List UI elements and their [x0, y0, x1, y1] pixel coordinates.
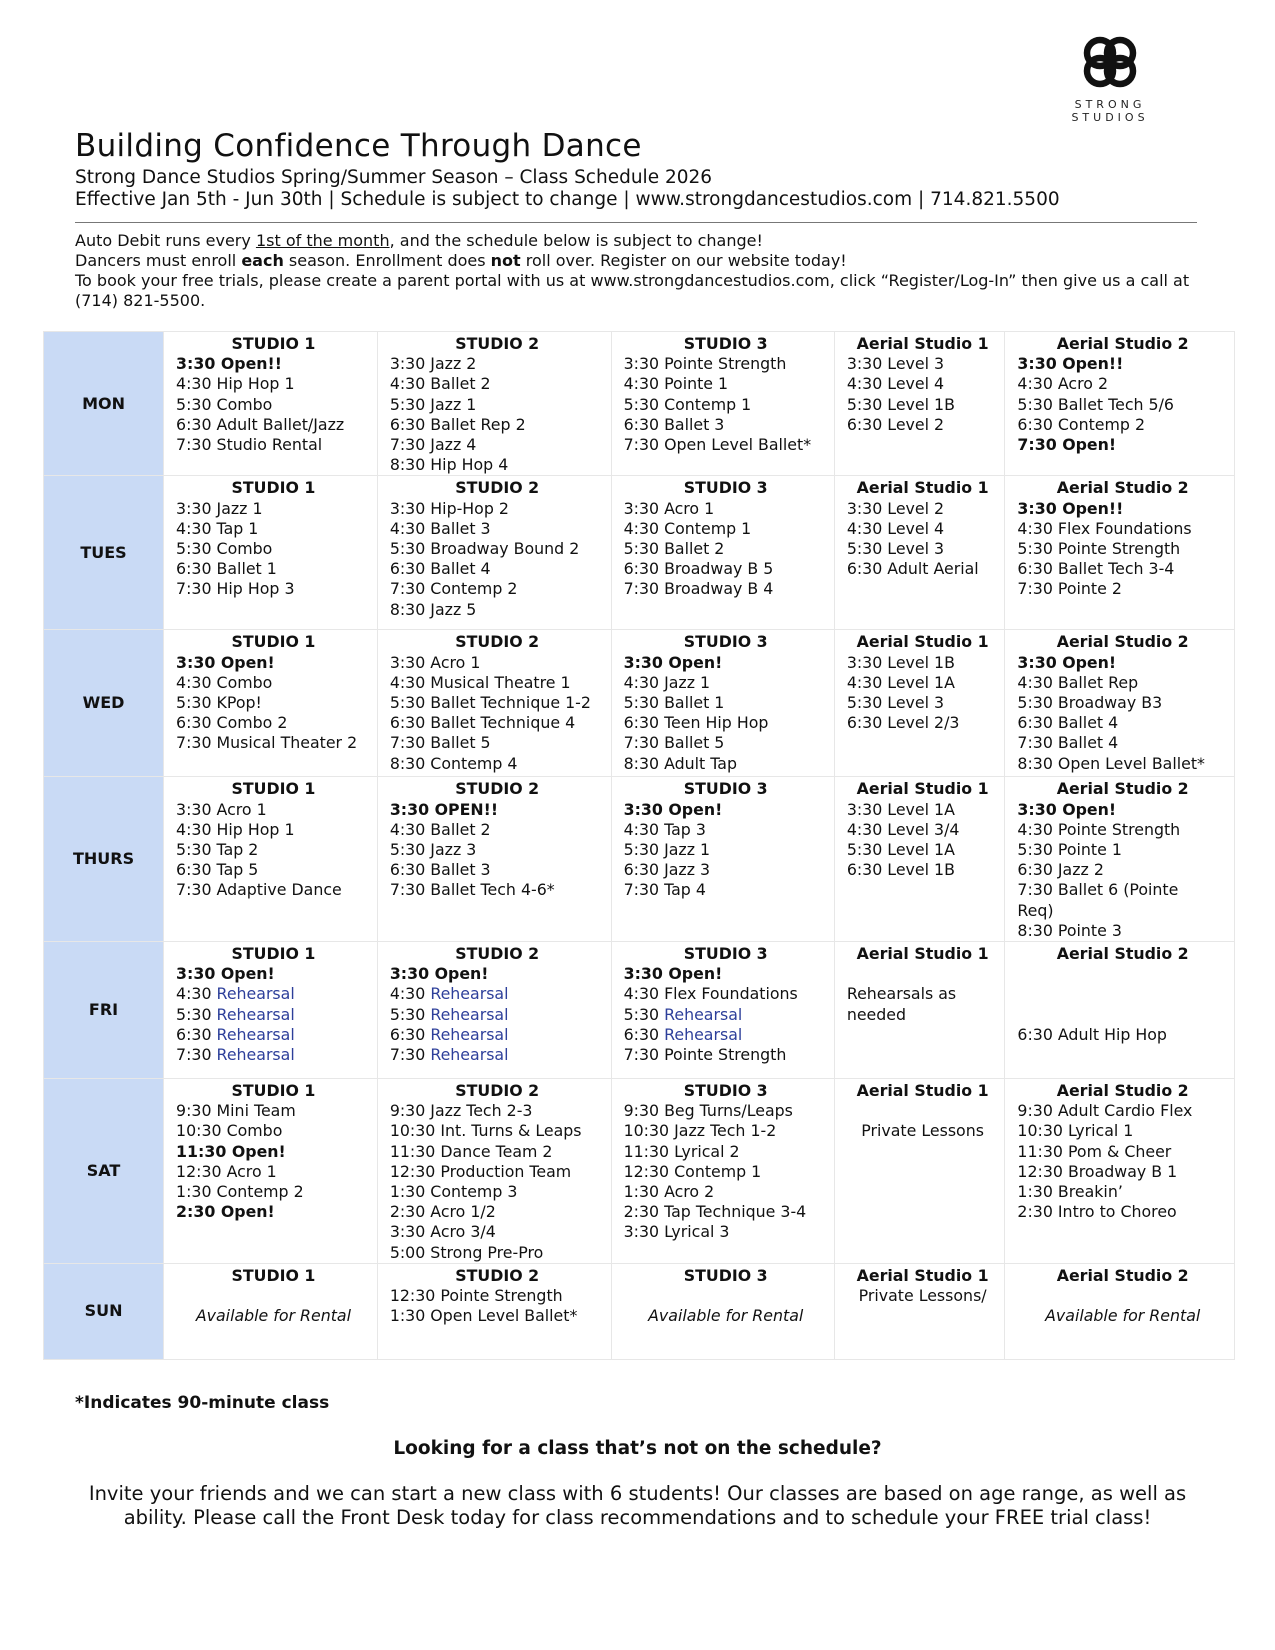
class-entry: 3:30 Open!: [623, 652, 723, 672]
class-entry: 5:00 Strong Pre-Pro: [389, 1242, 544, 1262]
schedule-cell: [377, 777, 611, 942]
schedule-row-wed: [44, 630, 1235, 777]
class-entry: 6:30 Ballet Technique 4: [389, 713, 576, 733]
class-entry: 5:30 Ballet Technique 1-2: [389, 693, 591, 713]
schedule-row-sun: [44, 1263, 1235, 1359]
rehearsal-label: Rehearsal: [430, 984, 509, 1004]
class-entry: 4:30 Flex Foundations: [1017, 518, 1192, 538]
studio-header: STUDIO 1: [231, 779, 316, 799]
class-entry: 3:30 Open!: [1017, 799, 1117, 819]
schedule-cell: [164, 476, 378, 630]
studio-header: Aerial Studio 2: [1056, 478, 1189, 498]
studio-header: STUDIO 1: [231, 944, 316, 964]
class-entry: 5:30 KPop!: [176, 693, 262, 713]
class-entry: 6:30 Ballet 3: [623, 414, 725, 434]
studio-header: Aerial Studio 1: [856, 1265, 989, 1285]
notes-block: [75, 231, 1205, 311]
class-entry: 3:30 Open!: [623, 964, 723, 984]
class-entry: 2:30 Acro 1/2: [389, 1202, 496, 1222]
class-entry: 7:30 Broadway B 4: [623, 579, 774, 599]
class-entry: 12:30 Contemp 1: [623, 1161, 762, 1181]
class-entry: 3:30 Acro 1: [176, 799, 267, 819]
class-entry: 5:30 Broadway Bound 2: [389, 539, 580, 559]
class-entry: 4:30 Tap 3: [623, 819, 706, 839]
class-entry: 5:30 Ballet 1: [623, 693, 725, 713]
cta-title: Looking for a class that’s not on the schedule?: [393, 1438, 882, 1459]
class-entry: 3:30 Acro 1: [389, 652, 481, 672]
class-entry: 3:30 Acro 1: [623, 498, 715, 518]
class-entry: 10:30 Combo: [176, 1121, 283, 1141]
day-label: TUES: [44, 476, 164, 630]
class-entry: 3:30 Jazz 1: [176, 498, 263, 518]
class-entry: 4:30 Flex Foundations: [623, 984, 798, 1004]
effective-dates: Effective Jan 5th - Jun 30th | Schedule is subject to change | www.strongdancestudios.com | 714.821.5500: [75, 189, 1060, 210]
class-entry: 3:30 Open!!: [1017, 498, 1124, 518]
class-entry: 3:30 Jazz 2: [389, 354, 477, 374]
studio-header: STUDIO 2: [455, 632, 540, 652]
class-entry: 5:30 Rehearsal: [623, 1004, 743, 1024]
class-entry: 4:30 Combo: [176, 672, 273, 692]
class-entry: 4:30 Level 4: [846, 518, 945, 538]
class-entry: 4:30 Level 3/4: [846, 819, 960, 839]
day-label: SAT: [44, 1079, 164, 1264]
class-entry: 9:30 Mini Team: [176, 1101, 296, 1121]
divider: [75, 222, 1197, 223]
class-entry: 6:30 Combo 2: [176, 713, 288, 733]
class-entry: 6:30 Jazz 3: [623, 860, 711, 880]
class-entry: 5:30 Level 3: [846, 693, 945, 713]
schedule-cell: [377, 1079, 611, 1264]
rehearsal-label: Rehearsal: [430, 1004, 509, 1024]
class-entry: 3:30 Open!!: [176, 354, 282, 374]
class-entry: 7:30 Adaptive Dance: [176, 880, 342, 900]
class-entry: Req): [1017, 900, 1054, 920]
studio-header: STUDIO 2: [455, 478, 540, 498]
studio-header: STUDIO 1: [231, 478, 316, 498]
class-entry: 5:30 Ballet 2: [623, 539, 725, 559]
class-entry: 9:30 Beg Turns/Leaps: [623, 1101, 793, 1121]
schedule-cell: [164, 1263, 378, 1359]
schedule-cell: [377, 332, 611, 476]
class-entry: 7:30 Tap 4: [623, 880, 706, 900]
studio-header: STUDIO 1: [231, 334, 316, 353]
class-entry: 1:30 Contemp 3: [389, 1182, 518, 1202]
class-entry: 10:30 Int. Turns & Leaps: [389, 1121, 582, 1141]
class-entry: 4:30 Hip Hop 1: [176, 374, 295, 394]
class-entry: 4:30 Pointe Strength: [1017, 819, 1181, 839]
class-entry: 10:30 Lyrical 1: [1017, 1121, 1134, 1141]
schedule-cell: [377, 630, 611, 777]
class-entry: 6:30 Ballet Tech 3-4: [1017, 559, 1175, 579]
class-entry: 12:30 Broadway B 1: [1017, 1161, 1178, 1181]
rehearsal-label: Rehearsal: [216, 1004, 295, 1024]
class-entry: 5:30 Level 1B: [846, 394, 955, 414]
class-entry: 11:30 Lyrical 2: [623, 1141, 740, 1161]
class-entry: 4:30 Ballet Rep: [1017, 672, 1139, 692]
page-subtitle: Strong Dance Studios Spring/Summer Season – Class Schedule 2026: [75, 167, 713, 188]
class-entry: 1:30 Contemp 2: [176, 1182, 304, 1202]
studio-header: Aerial Studio 2: [1056, 632, 1189, 652]
rehearsal-label: Rehearsal: [664, 1024, 743, 1044]
class-entry: 6:30 Level 2/3: [846, 713, 960, 733]
class-entry: 7:30 Ballet Tech 4-6*: [389, 880, 555, 900]
class-entry: 3:30 Open!: [1017, 652, 1117, 672]
class-entry: 3:30 Level 1A: [846, 799, 955, 819]
studio-header: Aerial Studio 1: [856, 334, 989, 353]
studio-header: STUDIO 3: [683, 478, 768, 498]
studio-header: STUDIO 1: [231, 632, 316, 652]
schedule-row-sat: [44, 1079, 1235, 1264]
class-entry: 4:30 Hip Hop 1: [176, 819, 295, 839]
schedule-cell: [377, 1263, 611, 1359]
studio-header: STUDIO 3: [683, 944, 768, 964]
class-entry: 4:30 Acro 2: [1017, 374, 1108, 394]
class-entry: 5:30 Level 1A: [846, 840, 955, 860]
class-entry: 3:30 Level 1B: [846, 652, 955, 672]
schedule-cell: [611, 1263, 834, 1359]
schedule-cell: [834, 1263, 1005, 1359]
class-entry: 3:30 Open!: [176, 964, 275, 984]
class-entry: 5:30 Ballet Tech 5/6: [1017, 394, 1174, 414]
class-entry: 4:30 Ballet 2: [389, 819, 491, 839]
class-entry: needed: [846, 1004, 907, 1024]
schedule-cell: [834, 332, 1005, 476]
class-entry: 8:30 Contemp 4: [389, 753, 518, 773]
class-entry: 8:30 Pointe 3: [1017, 920, 1122, 940]
class-entry: 6:30 Adult Hip Hop: [1017, 1024, 1167, 1044]
schedule-cell: [1005, 1079, 1235, 1264]
class-entry: 4:30 Ballet 3: [389, 518, 491, 538]
class-entry: 5:30 Jazz 3: [389, 840, 477, 860]
class-entry: 12:30 Production Team: [389, 1161, 572, 1181]
studio-header: Aerial Studio 2: [1056, 944, 1189, 964]
footnote: *Indicates 90-minute class: [75, 1393, 330, 1413]
class-entry: 1:30 Breakin’: [1017, 1182, 1123, 1202]
class-entry: 4:30 Jazz 1: [623, 672, 711, 692]
studio-header: STUDIO 2: [455, 334, 540, 353]
class-entry: 9:30 Jazz Tech 2-3: [389, 1101, 533, 1121]
availability-note: Available for Rental: [1045, 1306, 1201, 1326]
class-entry: 1:30 Open Level Ballet*: [389, 1306, 578, 1326]
day-label: MON: [44, 332, 164, 476]
class-entry: 2:30 Open!: [176, 1202, 275, 1222]
class-entry: 3:30 Lyrical 3: [623, 1222, 730, 1242]
class-entry: 5:30 Tap 2: [176, 840, 259, 860]
studio-header: STUDIO 3: [683, 632, 768, 652]
studio-header: STUDIO 2: [455, 1265, 540, 1285]
studio-header: Aerial Studio 2: [1056, 779, 1189, 799]
class-entry: 12:30 Acro 1: [176, 1161, 277, 1181]
class-entry: 6:30 Ballet Rep 2: [389, 414, 526, 434]
studio-header: Aerial Studio 1: [856, 478, 989, 498]
class-entry: 5:30 Jazz 1: [623, 840, 711, 860]
schedule-cell: [611, 942, 834, 1079]
class-entry: 5:30 Rehearsal: [389, 1004, 509, 1024]
studio-header: STUDIO 3: [683, 1265, 768, 1285]
class-entry: 7:30 Jazz 4: [389, 435, 477, 455]
class-entry: 4:30 Musical Theatre 1: [389, 672, 571, 692]
class-entry: 7:30 Musical Theater 2: [176, 733, 358, 753]
class-entry: 11:30 Open!: [176, 1141, 286, 1161]
class-entry: 5:30 Broadway B3: [1017, 693, 1163, 713]
note-auto-debit: Auto Debit runs every 1st of the month, and the schedule below is subject to change!: [75, 231, 763, 250]
schedule-cell: [164, 332, 378, 476]
class-entry: 2:30 Intro to Choreo: [1017, 1202, 1177, 1222]
class-entry: 4:30 Rehearsal: [176, 984, 295, 1004]
class-entry: Rehearsals as: [846, 984, 957, 1004]
schedule-row-fri: [44, 942, 1235, 1079]
class-entry: 6:30 Rehearsal: [176, 1024, 295, 1044]
availability-note: Available for Rental: [195, 1306, 352, 1326]
studio-header: Aerial Studio 1: [856, 1081, 989, 1101]
schedule-table: [43, 331, 1235, 1360]
rehearsal-label: Rehearsal: [216, 1045, 295, 1065]
studio-header: STUDIO 3: [683, 334, 768, 353]
schedule-cell: [1005, 476, 1235, 630]
class-entry: 7:30 Ballet 5: [389, 733, 491, 753]
studio-header: STUDIO 1: [231, 1265, 316, 1285]
class-entry: 5:30 Combo: [176, 539, 273, 559]
studio-header: STUDIO 2: [455, 779, 540, 799]
class-entry: [847, 964, 999, 984]
class-entry: 6:30 Rehearsal: [389, 1024, 509, 1044]
class-entry: 5:30 Combo: [176, 394, 273, 414]
class-entry: 2:30 Tap Technique 3-4: [623, 1202, 807, 1222]
schedule-cell: [164, 777, 378, 942]
schedule-cell: [611, 1079, 834, 1264]
schedule-row-thurs: [44, 777, 1235, 942]
class-entry: 6:30 Ballet 4: [1017, 713, 1119, 733]
note-free-trial: To book your free trials, please create a parent portal with us at www.strongdancestudios.com, click “Register/Log-In” then give us a call at (714) 821-5500.: [75, 271, 1190, 310]
schedule-cell: [611, 630, 834, 777]
class-entry: 4:30 Level 1A: [846, 672, 955, 692]
rehearsal-label: Rehearsal: [664, 1004, 743, 1024]
studio-header: Aerial Studio 1: [856, 632, 989, 652]
class-entry: 5:30 Pointe Strength: [1017, 539, 1181, 559]
studio-header: Aerial Studio 2: [1056, 1265, 1189, 1285]
class-entry: 7:30 Pointe 2: [1017, 579, 1122, 599]
studio-header: STUDIO 3: [683, 779, 768, 799]
rehearsal-label: Rehearsal: [430, 1024, 509, 1044]
knot-logo-icon: [1079, 34, 1141, 90]
day-label: THURS: [44, 777, 164, 942]
brand-name: STRONG STUDIOS: [1071, 98, 1149, 124]
class-entry: 12:30 Pointe Strength: [389, 1286, 563, 1306]
class-entry: 8:30 Open Level Ballet*: [1017, 753, 1205, 773]
class-entry: 4:30 Level 4: [846, 374, 945, 394]
class-entry: 7:30 Pointe Strength: [623, 1045, 787, 1065]
studio-header: STUDIO 1: [231, 1081, 316, 1101]
page-title: Building Confidence Through Dance: [75, 128, 642, 164]
class-entry: 6:30 Adult Aerial: [846, 559, 979, 579]
class-entry: 3:30 OPEN!!: [389, 799, 499, 819]
class-entry: 3:30 Acro 3/4: [389, 1222, 496, 1242]
schedule-cell: [164, 1079, 378, 1264]
class-entry: 10:30 Jazz Tech 1-2: [623, 1121, 777, 1141]
day-label: WED: [44, 630, 164, 777]
rehearsal-label: Rehearsal: [430, 1045, 509, 1065]
studio-header: Aerial Studio 2: [1056, 1081, 1189, 1101]
studio-header: Aerial Studio 1: [856, 779, 989, 799]
class-entry: 6:30 Teen Hip Hop: [623, 713, 769, 733]
class-entry: 6:30 Adult Ballet/Jazz: [176, 414, 345, 434]
class-entry: 7:30 Contemp 2: [389, 579, 518, 599]
class-entry: 7:30 Rehearsal: [389, 1045, 509, 1065]
schedule-cell: [834, 476, 1005, 630]
class-entry: 6:30 Rehearsal: [623, 1024, 743, 1044]
class-entry: 4:30 Pointe 1: [623, 374, 729, 394]
class-entry: [1017, 964, 1228, 984]
class-entry: 6:30 Level 2: [846, 414, 945, 434]
brand-logo: [1035, 34, 1185, 124]
schedule-cell: [164, 942, 378, 1079]
class-entry: 7:30 Studio Rental: [176, 435, 323, 455]
studio-header: Aerial Studio 2: [1056, 334, 1189, 353]
note-enroll: Dancers must enroll each season. Enrollment does not roll over. Register on our website today!: [75, 251, 847, 270]
class-entry: 5:30 Contemp 1: [623, 394, 752, 414]
schedule-cell: [164, 630, 378, 777]
class-entry: 9:30 Adult Cardio Flex: [1017, 1101, 1193, 1121]
rehearsal-label: Rehearsal: [216, 984, 295, 1004]
studio-header: STUDIO 2: [455, 1081, 540, 1101]
class-entry: 7:30 Ballet 4: [1017, 733, 1119, 753]
class-entry: 7:30 Ballet 6 (Pointe: [1017, 880, 1179, 900]
class-entry: 7:30 Hip Hop 3: [176, 579, 295, 599]
class-entry: 8:30 Hip Hop 4: [389, 455, 509, 475]
class-entry: 3:30 Level 2: [846, 498, 945, 518]
class-entry: 3:30 Level 3: [846, 354, 945, 374]
class-entry: 3:30 Open!!: [1017, 354, 1124, 374]
day-label: SUN: [44, 1263, 164, 1359]
schedule-cell: [834, 1079, 1005, 1264]
availability-note: Available for Rental: [648, 1306, 804, 1326]
class-entry: 6:30 Contemp 2: [1017, 414, 1146, 434]
class-entry: 3:30 Pointe Strength: [623, 354, 787, 374]
class-entry: 4:30 Contemp 1: [623, 518, 752, 538]
schedule-cell: [377, 942, 611, 1079]
schedule-cell: [377, 476, 611, 630]
studio-header: STUDIO 2: [455, 944, 540, 964]
class-entry: 11:30 Pom & Cheer: [1017, 1141, 1172, 1161]
schedule-cell: [611, 777, 834, 942]
class-entry: [1017, 1005, 1228, 1025]
studio-header: STUDIO 3: [683, 1081, 768, 1101]
availability-note: Private Lessons: [861, 1121, 984, 1141]
schedule-cell: [611, 332, 834, 476]
schedule-row-mon: [44, 332, 1235, 476]
schedule-row-tues: [44, 476, 1235, 630]
schedule-cell: [834, 630, 1005, 777]
schedule-cell: [834, 777, 1005, 942]
class-entry: 7:30 Ballet 5: [623, 733, 725, 753]
class-entry: 11:30 Dance Team 2: [389, 1141, 553, 1161]
class-entry: 1:30 Acro 2: [623, 1182, 715, 1202]
class-entry: 6:30 Level 1B: [846, 860, 955, 880]
class-entry: 7:30 Open!: [1017, 435, 1117, 455]
schedule-cell: [1005, 777, 1235, 942]
schedule-cell: [1005, 630, 1235, 777]
class-entry: 4:30 Ballet 2: [389, 374, 491, 394]
schedule-cell: [1005, 332, 1235, 476]
class-entry: 5:30 Rehearsal: [176, 1004, 295, 1024]
class-entry: [1017, 984, 1228, 1004]
class-entry: 8:30 Adult Tap: [623, 753, 737, 773]
class-entry: 3:30 Open!: [176, 652, 275, 672]
class-entry: 8:30 Jazz 5: [389, 599, 477, 619]
class-entry: 5:30 Pointe 1: [1017, 840, 1122, 860]
class-entry: 3:30 Hip-Hop 2: [389, 498, 509, 518]
schedule-cell: [611, 476, 834, 630]
studio-header: Aerial Studio 1: [856, 944, 989, 964]
class-entry: 4:30 Rehearsal: [389, 984, 509, 1004]
class-entry: 6:30 Tap 5: [176, 860, 259, 880]
cta-body: Invite your friends and we can start a new class with 6 students! Our classes are based on age range, as well as ability. Please call the Front Desk today for class recommendations and to schedule your FREE trial class!: [88, 1482, 1187, 1529]
class-entry: 6:30 Ballet 3: [389, 860, 491, 880]
class-entry: 4:30 Tap 1: [176, 518, 259, 538]
class-entry: 6:30 Broadway B 5: [623, 559, 774, 579]
class-entry: 6:30 Jazz 2: [1017, 860, 1104, 880]
class-entry: 3:30 Open!: [623, 799, 723, 819]
schedule-cell: [1005, 1263, 1235, 1359]
class-entry: 5:30 Level 3: [846, 539, 945, 559]
availability-note: Private Lessons/: [858, 1286, 987, 1306]
day-label: FRI: [44, 942, 164, 1079]
class-entry: 6:30 Ballet 4: [389, 559, 491, 579]
class-entry: 7:30 Open Level Ballet*: [623, 435, 812, 455]
rehearsal-label: Rehearsal: [216, 1024, 295, 1044]
class-entry: 5:30 Jazz 1: [389, 394, 477, 414]
class-entry: 3:30 Open!: [389, 964, 489, 984]
class-entry: 7:30 Rehearsal: [176, 1045, 295, 1065]
schedule-cell: [834, 942, 1005, 1079]
class-entry: 6:30 Ballet 1: [176, 559, 277, 579]
schedule-cell: [1005, 942, 1235, 1079]
